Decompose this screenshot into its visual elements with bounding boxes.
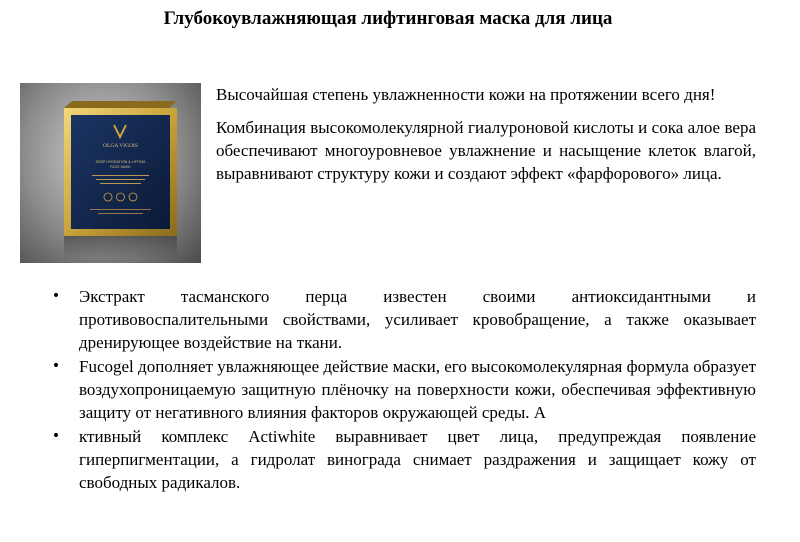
product-image xyxy=(20,83,201,263)
list-item-text: ктивный комплекс Actiwhite выравнивает цвет лица, предупреждая появление гиперпигментации, а гидролат винограда снимает раздражения и защищает кожу от свободных радикалов. xyxy=(79,427,756,492)
package-product-line2: FACE MASK xyxy=(110,165,131,169)
intro-paragraph-1: Высочайшая степень увлажненности кожи на протяжении всего дня! xyxy=(216,85,716,104)
bullet-icon: • xyxy=(51,428,61,444)
intro-paragraph-2: Комбинация высокомолекулярной гиалуроновой кислоты и сока алое вера обеспечивают многоуровневое увлажнение и насыщение клеток влагой, выравнивают структуру кожи и создают эффект «фарфорового» лица. xyxy=(216,118,756,183)
features-list xyxy=(0,285,756,495)
face-mask-package-illustration xyxy=(20,83,201,263)
package-text-line xyxy=(100,183,141,184)
package-text-line xyxy=(92,175,149,176)
list-item-text: Экстракт тасманского перца известен своими антиоксидантными и противовоспалительными свойствами, усиливает кровобращение, а также оказывает дренирующее воздействие на ткани. xyxy=(79,287,756,352)
list-item xyxy=(0,355,756,424)
package-product-line1: DEEP HYDRATION & LIFTING xyxy=(95,160,146,164)
package-top-edge xyxy=(64,101,177,108)
package-text-line xyxy=(90,209,151,210)
intro-text xyxy=(216,83,756,195)
bullet-icon: • xyxy=(51,288,61,304)
bullet-icon: • xyxy=(51,358,61,374)
package-brand-text: OLGA VIGOIS xyxy=(103,143,138,149)
package-reflection xyxy=(64,233,177,259)
package-text-line xyxy=(96,179,145,180)
list-item xyxy=(0,425,756,494)
package-front xyxy=(71,115,170,229)
list-item-text: Fucogel дополняет увлажняющее действие маски, его высокомолекулярная формула образует воздухопроницаемую защитную плёночку на поверхности кожи, обеспечивая эффективную защиту от негативного влияния факторов окружающей среды. А xyxy=(79,357,756,422)
package-text-line xyxy=(98,213,143,214)
document-title: Глубокоувлажняющая лифтинговая маска для лица xyxy=(163,8,613,29)
list-item xyxy=(0,285,756,354)
